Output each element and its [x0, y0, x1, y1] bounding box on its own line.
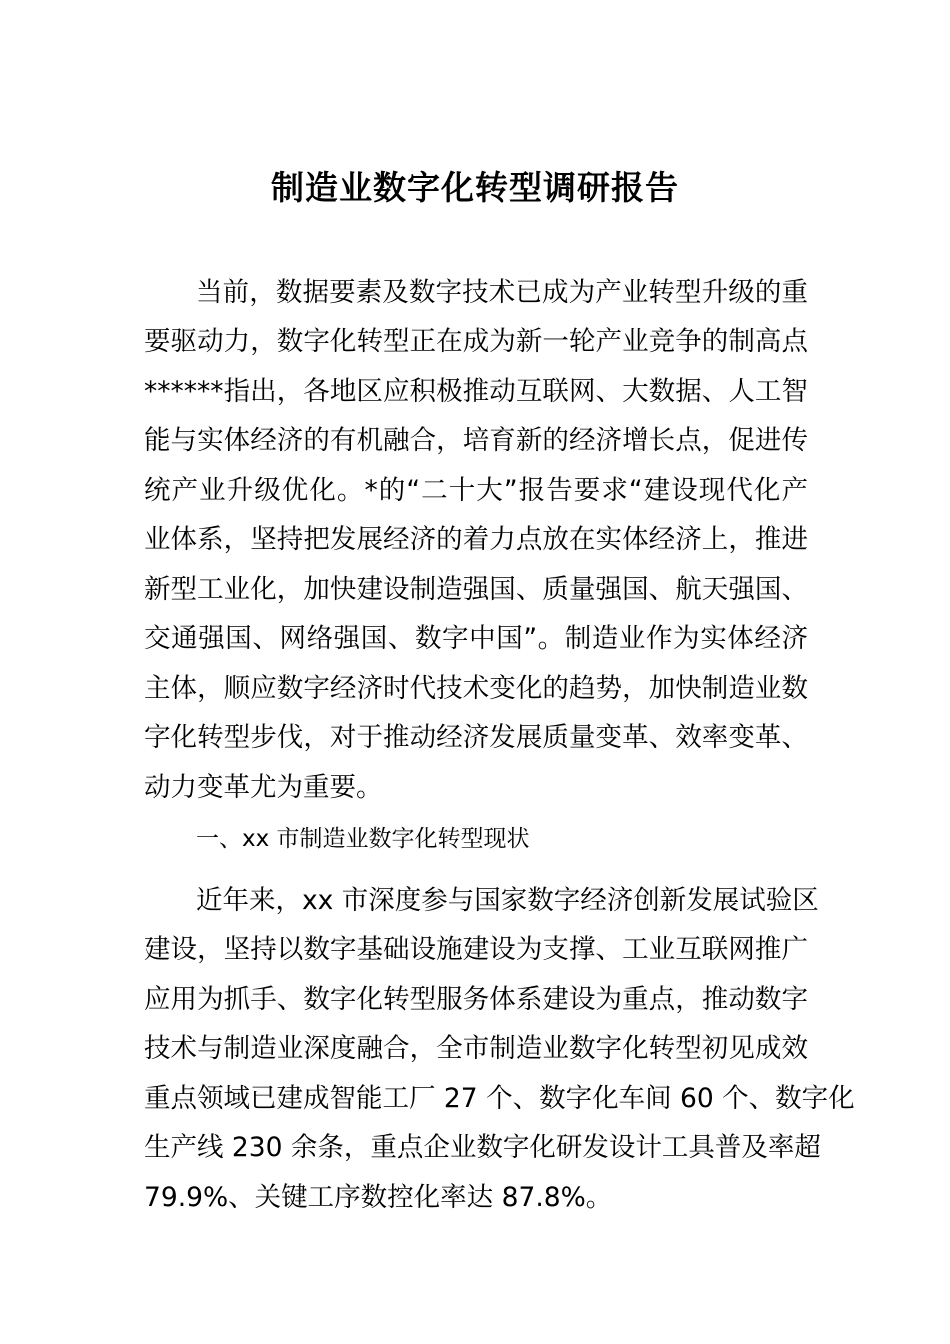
paragraph-line: 新型工业化，加快建设制造强国、质量强国、航天强国、 — [144, 574, 808, 605]
paragraph-line: 应用为抓手、数字化转型服务体系建设为重点，推动数字 — [144, 984, 808, 1015]
paragraph-line: 当前，数据要素及数字技术已成为产业转型升级的重 — [196, 277, 808, 308]
paragraph-line: 79.9%、关键工序数控化率达 87.8%。 — [144, 1182, 613, 1213]
paragraph-line: 重点领域已建成智能工厂 27 个、数字化车间 60 个、数字化 — [144, 1083, 855, 1114]
paragraph-line: 近年来，xx 市深度参与国家数字经济创新发展试验区 — [196, 885, 819, 916]
paragraph-line: 交通强国、网络强国、数字中国”。制造业作为实体经济 — [144, 623, 808, 654]
paragraph-line: 动力变革尤为重要。 — [144, 772, 383, 803]
paragraph-line: 技术与制造业深度融合，全市制造业数字化转型初见成效 — [144, 1033, 808, 1064]
paragraph-line: 生产线 230 余条，重点企业数字化研发设计工具普及率超 — [144, 1132, 821, 1163]
paragraph-line: 建设，坚持以数字基础设施建设为支撑、工业互联网推广 — [144, 934, 808, 965]
paragraph-line: 统产业升级优化。*的“二十大”报告要求“建设现代化产 — [144, 475, 808, 506]
paragraph-line: 主体，顺应数字经济时代技术变化的趋势，加快制造业数 — [144, 673, 808, 704]
paragraph-line: ******指出，各地区应积极推动互联网、大数据、人工智 — [144, 376, 808, 407]
document-title: 制造业数字化转型调研报告 — [271, 168, 679, 207]
paragraph-line: 字化转型步伐，对于推动经济发展质量变革、效率变革、 — [144, 722, 808, 753]
paragraph-line: 能与实体经济的有机融合，培育新的经济增长点，促进传 — [144, 425, 808, 456]
paragraph-line: 要驱动力，数字化转型正在成为新一轮产业竞争的制高点 — [144, 326, 808, 357]
section-heading: 一、xx 市制造业数字化转型现状 — [196, 826, 530, 852]
paragraph-line: 业体系，坚持把发展经济的着力点放在实体经济上，推进 — [144, 524, 808, 555]
